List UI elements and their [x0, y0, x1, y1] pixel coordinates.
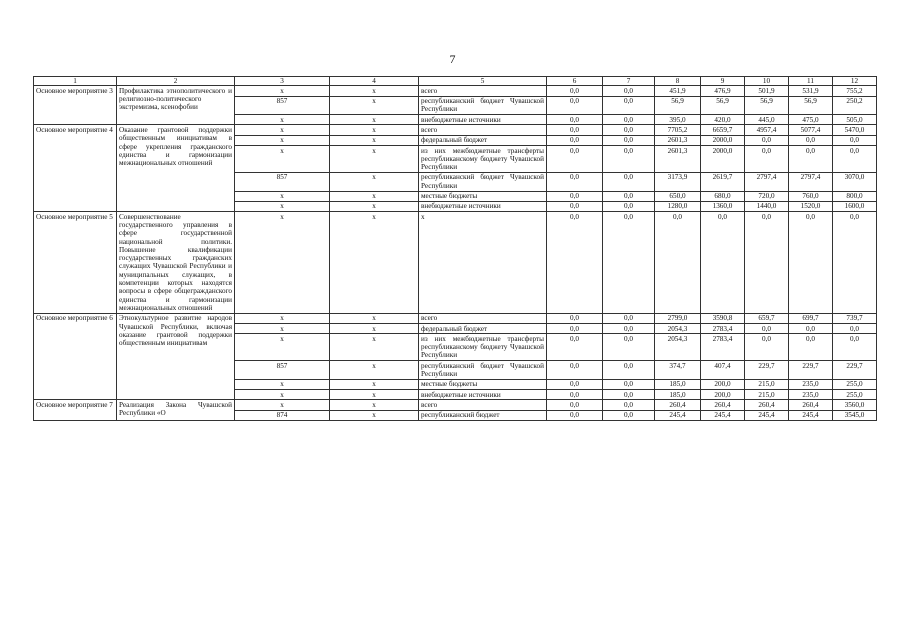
amount-cell: 2000,0	[701, 146, 745, 173]
amount-cell: 0,0	[603, 390, 655, 400]
code-cell: x	[330, 135, 419, 145]
amount-cell: 235,0	[789, 379, 833, 389]
amount-cell: 0,0	[603, 212, 655, 314]
amount-cell: 0,0	[547, 191, 603, 201]
amount-cell: 0,0	[745, 146, 789, 173]
amount-cell: 0,0	[603, 96, 655, 115]
funding-source-cell: из них межбюджетные трансферты республиканскому бюджету Чувашской Республики	[419, 334, 547, 361]
code-cell: x	[235, 313, 330, 323]
amount-cell: 374,7	[655, 361, 701, 380]
amount-cell: 3590,8	[701, 313, 745, 323]
amount-cell: 0,0	[603, 146, 655, 173]
amount-cell: 215,0	[745, 390, 789, 400]
funding-source-cell: местные бюджеты	[419, 379, 547, 389]
amount-cell: 0,0	[547, 390, 603, 400]
event-description-cell: Профилактика этнополитического и религиозно-политического экстремизма, ксенофобии	[117, 86, 235, 125]
code-cell: x	[235, 334, 330, 361]
code-cell: x	[330, 172, 419, 191]
amount-cell: 0,0	[547, 400, 603, 410]
amount-cell: 255,0	[833, 390, 877, 400]
amount-cell: 6659,7	[701, 125, 745, 135]
amount-cell: 0,0	[603, 115, 655, 125]
amount-cell: 0,0	[547, 201, 603, 211]
column-number: 10	[745, 77, 789, 86]
code-cell: x	[330, 390, 419, 400]
code-cell: x	[235, 379, 330, 389]
code-cell: x	[235, 390, 330, 400]
amount-cell: 0,0	[701, 212, 745, 314]
amount-cell: 800,0	[833, 191, 877, 201]
amount-cell: 0,0	[603, 191, 655, 201]
amount-cell: 0,0	[745, 334, 789, 361]
code-cell: x	[235, 324, 330, 334]
code-cell: x	[235, 115, 330, 125]
code-cell: x	[235, 146, 330, 173]
amount-cell: 2797,4	[745, 172, 789, 191]
amount-cell: 7705,2	[655, 125, 701, 135]
funding-source-cell: всего	[419, 125, 547, 135]
amount-cell: 250,2	[833, 96, 877, 115]
amount-cell: 0,0	[833, 324, 877, 334]
table-row	[34, 313, 877, 323]
amount-cell: 0,0	[603, 400, 655, 410]
amount-cell: 0,0	[603, 334, 655, 361]
amount-cell: 2601,3	[655, 135, 701, 145]
column-number: 5	[419, 77, 547, 86]
funding-source-cell: республиканский бюджет Чувашской Республики	[419, 172, 547, 191]
amount-cell: 760,0	[789, 191, 833, 201]
code-cell: 874	[235, 410, 330, 420]
amount-cell: 0,0	[603, 379, 655, 389]
amount-cell: 699,7	[789, 313, 833, 323]
amount-cell: 0,0	[789, 212, 833, 314]
amount-cell: 501,9	[745, 86, 789, 96]
funding-source-cell: республиканский бюджет	[419, 410, 547, 420]
column-number: 8	[655, 77, 701, 86]
amount-cell: 245,4	[655, 410, 701, 420]
table-row	[34, 125, 877, 135]
amount-cell: 0,0	[547, 410, 603, 420]
amount-cell: 260,4	[745, 400, 789, 410]
funding-source-cell: всего	[419, 86, 547, 96]
amount-cell: 2797,4	[789, 172, 833, 191]
amount-cell: 650,0	[655, 191, 701, 201]
amount-cell: 0,0	[547, 379, 603, 389]
event-name-cell: Основное мероприятие 6	[34, 313, 117, 400]
amount-cell: 0,0	[547, 135, 603, 145]
funding-source-cell: республиканский бюджет Чувашской Республики	[419, 361, 547, 380]
amount-cell: 475,0	[789, 115, 833, 125]
amount-cell: 185,0	[655, 390, 701, 400]
amount-cell: 56,9	[745, 96, 789, 115]
amount-cell: 0,0	[547, 212, 603, 314]
funding-table	[33, 76, 877, 421]
column-number: 4	[330, 77, 419, 86]
amount-cell: 260,4	[789, 400, 833, 410]
amount-cell: 0,0	[789, 146, 833, 173]
amount-cell: 0,0	[745, 212, 789, 314]
column-number: 11	[789, 77, 833, 86]
amount-cell: 1360,0	[701, 201, 745, 211]
funding-source-cell: всего	[419, 400, 547, 410]
amount-cell: 229,7	[833, 361, 877, 380]
amount-cell: 200,0	[701, 390, 745, 400]
amount-cell: 0,0	[603, 172, 655, 191]
funding-source-cell: внебюджетные источники	[419, 115, 547, 125]
amount-cell: 2601,3	[655, 146, 701, 173]
amount-cell: 56,9	[655, 96, 701, 115]
amount-cell: 0,0	[603, 125, 655, 135]
amount-cell: 659,7	[745, 313, 789, 323]
amount-cell: 0,0	[603, 410, 655, 420]
amount-cell: 56,9	[789, 96, 833, 115]
funding-source-cell: x	[419, 212, 547, 314]
amount-cell: 2000,0	[701, 135, 745, 145]
column-number: 6	[547, 77, 603, 86]
amount-cell: 451,9	[655, 86, 701, 96]
code-cell: x	[235, 201, 330, 211]
amount-cell: 0,0	[789, 334, 833, 361]
code-cell: x	[235, 400, 330, 410]
amount-cell: 260,4	[655, 400, 701, 410]
amount-cell: 3545,0	[833, 410, 877, 420]
column-number: 2	[117, 77, 235, 86]
amount-cell: 0,0	[603, 361, 655, 380]
amount-cell: 0,0	[789, 324, 833, 334]
amount-cell: 56,9	[701, 96, 745, 115]
amount-cell: 215,0	[745, 379, 789, 389]
event-name-cell: Основное мероприятие 4	[34, 125, 117, 212]
code-cell: x	[235, 212, 330, 314]
table-row	[34, 212, 877, 314]
amount-cell: 245,4	[745, 410, 789, 420]
table-body	[34, 77, 877, 421]
table-row	[34, 400, 877, 410]
amount-cell: 0,0	[547, 115, 603, 125]
amount-cell: 2783,4	[701, 324, 745, 334]
code-cell: x	[330, 334, 419, 361]
amount-cell: 0,0	[603, 135, 655, 145]
amount-cell: 0,0	[833, 146, 877, 173]
amount-cell: 0,0	[547, 361, 603, 380]
amount-cell: 3070,0	[833, 172, 877, 191]
code-cell: x	[330, 125, 419, 135]
amount-cell: 531,9	[789, 86, 833, 96]
amount-cell: 476,9	[701, 86, 745, 96]
amount-cell: 0,0	[547, 125, 603, 135]
event-description-cell: Этнокультурное развитие народов Чувашской Республики, включая оказание грантовой поддержки общественным инициативам	[117, 313, 235, 400]
amount-cell: 2783,4	[701, 334, 745, 361]
amount-cell: 395,0	[655, 115, 701, 125]
event-description-cell: Совершенствование государственного управления в сфере государственной национальной политики. Повышение квалификации государственных гражданских служащих Чувашской Республики и муниципальных служащих, в компетенции которых находятся вопросы в сфере общегражданского единства и гармонизации межнациональных отношений	[117, 212, 235, 314]
table-row	[34, 86, 877, 96]
column-number: 3	[235, 77, 330, 86]
amount-cell: 0,0	[745, 324, 789, 334]
funding-source-cell: всего	[419, 313, 547, 323]
amount-cell: 0,0	[833, 334, 877, 361]
code-cell: x	[330, 146, 419, 173]
amount-cell: 0,0	[603, 86, 655, 96]
amount-cell: 0,0	[745, 135, 789, 145]
amount-cell: 0,0	[833, 212, 877, 314]
amount-cell: 185,0	[655, 379, 701, 389]
event-name-cell: Основное мероприятие 7	[34, 400, 117, 421]
amount-cell: 0,0	[547, 324, 603, 334]
amount-cell: 255,0	[833, 379, 877, 389]
code-cell: 857	[235, 96, 330, 115]
event-name-cell: Основное мероприятие 5	[34, 212, 117, 314]
code-cell: x	[330, 212, 419, 314]
event-name-cell: Основное мероприятие 3	[34, 86, 117, 125]
amount-cell: 229,7	[745, 361, 789, 380]
amount-cell: 5470,0	[833, 125, 877, 135]
amount-cell: 4957,4	[745, 125, 789, 135]
amount-cell: 1280,0	[655, 201, 701, 211]
amount-cell: 720,0	[745, 191, 789, 201]
amount-cell: 0,0	[547, 334, 603, 361]
amount-cell: 2619,7	[701, 172, 745, 191]
amount-cell: 1440,0	[745, 201, 789, 211]
code-cell: x	[330, 361, 419, 380]
amount-cell: 260,4	[701, 400, 745, 410]
amount-cell: 0,0	[547, 96, 603, 115]
code-cell: x	[330, 379, 419, 389]
column-number: 12	[833, 77, 877, 86]
amount-cell: 680,0	[701, 191, 745, 201]
event-description-cell: Реализация Закона Чувашской Республики «О	[117, 400, 235, 421]
code-cell: x	[235, 86, 330, 96]
amount-cell: 407,4	[701, 361, 745, 380]
amount-cell: 245,4	[789, 410, 833, 420]
amount-cell: 0,0	[603, 324, 655, 334]
funding-source-cell: федеральный бюджет	[419, 324, 547, 334]
funding-source-cell: местные бюджеты	[419, 191, 547, 201]
amount-cell: 245,4	[701, 410, 745, 420]
funding-source-cell: внебюджетные источники	[419, 201, 547, 211]
code-cell: x	[330, 410, 419, 420]
page-number: 7	[449, 52, 456, 66]
column-number: 7	[603, 77, 655, 86]
funding-source-cell: из них межбюджетные трансферты республиканскому бюджету Чувашской Республики	[419, 146, 547, 173]
amount-cell: 235,0	[789, 390, 833, 400]
amount-cell: 0,0	[547, 172, 603, 191]
event-description-cell: Оказание грантовой поддержки общественным инициативам в сфере укрепления гражданского единства и гармонизации межнациональных отношений	[117, 125, 235, 212]
amount-cell: 0,0	[547, 86, 603, 96]
code-cell: x	[330, 115, 419, 125]
amount-cell: 200,0	[701, 379, 745, 389]
amount-cell: 505,0	[833, 115, 877, 125]
code-cell: x	[330, 191, 419, 201]
amount-cell: 755,2	[833, 86, 877, 96]
amount-cell: 0,0	[547, 313, 603, 323]
funding-source-cell: федеральный бюджет	[419, 135, 547, 145]
amount-cell: 2799,0	[655, 313, 701, 323]
code-cell: x	[330, 400, 419, 410]
amount-cell: 0,0	[603, 313, 655, 323]
column-number: 1	[34, 77, 117, 86]
code-cell: x	[235, 125, 330, 135]
column-number: 9	[701, 77, 745, 86]
amount-cell: 5077,4	[789, 125, 833, 135]
amount-cell: 229,7	[789, 361, 833, 380]
column-number-row	[34, 77, 877, 86]
amount-cell: 0,0	[547, 146, 603, 173]
code-cell: x	[330, 313, 419, 323]
amount-cell: 420,0	[701, 115, 745, 125]
amount-cell: 0,0	[833, 135, 877, 145]
amount-cell: 0,0	[603, 201, 655, 211]
amount-cell: 1520,0	[789, 201, 833, 211]
amount-cell: 1600,0	[833, 201, 877, 211]
code-cell: x	[330, 201, 419, 211]
funding-source-cell: внебюджетные источники	[419, 390, 547, 400]
amount-cell: 3560,0	[833, 400, 877, 410]
code-cell: x	[330, 86, 419, 96]
amount-cell: 3173,9	[655, 172, 701, 191]
code-cell: x	[330, 324, 419, 334]
amount-cell: 2054,3	[655, 334, 701, 361]
code-cell: x	[235, 191, 330, 201]
code-cell: x	[330, 96, 419, 115]
code-cell: 857	[235, 361, 330, 380]
amount-cell: 0,0	[655, 212, 701, 314]
amount-cell: 0,0	[789, 135, 833, 145]
amount-cell: 2054,3	[655, 324, 701, 334]
code-cell: x	[235, 135, 330, 145]
code-cell: 857	[235, 172, 330, 191]
amount-cell: 445,0	[745, 115, 789, 125]
amount-cell: 739,7	[833, 313, 877, 323]
funding-source-cell: республиканский бюджет Чувашской Республики	[419, 96, 547, 115]
